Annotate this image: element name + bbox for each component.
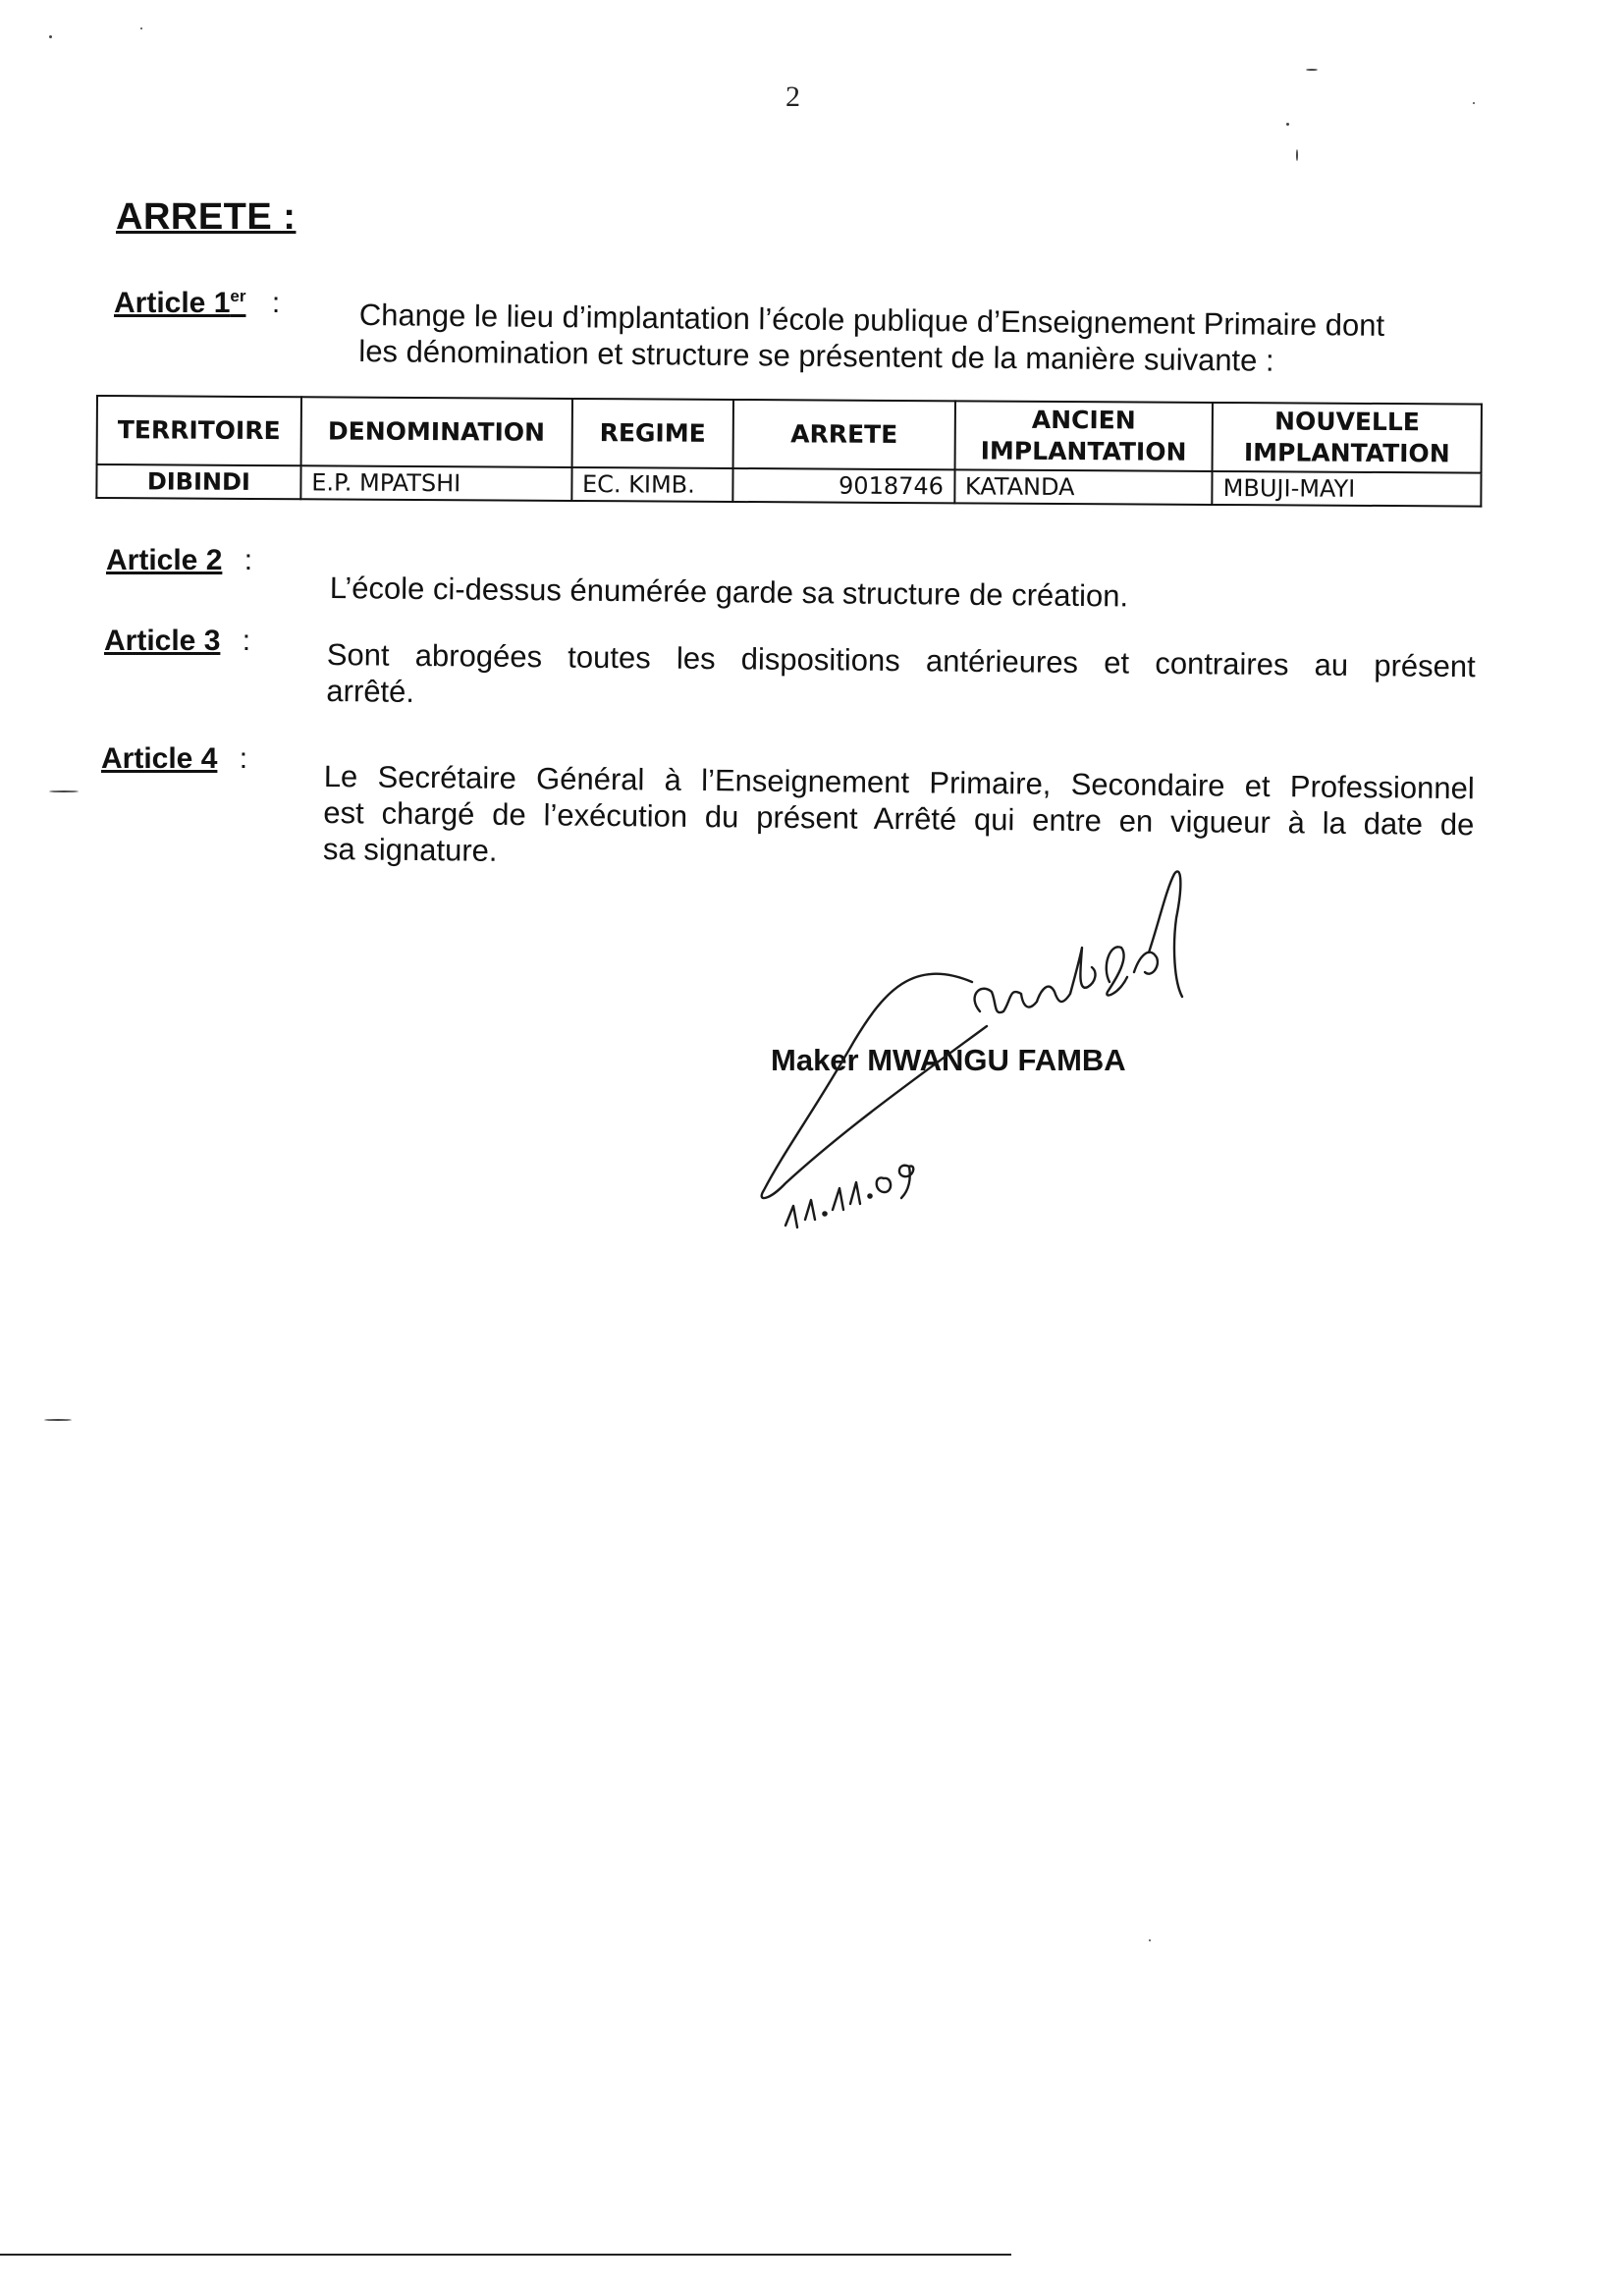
article-2-title: Article 2 [106, 544, 223, 576]
article-4-line-1: Le Secrétaire Général à l’Enseignement Primaire, Secondaire et Professionnel [323, 758, 1475, 806]
article-1-line-2: les dénomination et structure se présentent de la manière suivante : [358, 333, 1274, 378]
article-3-title: Article 3 [104, 625, 221, 657]
cell-nouvelle: MBUJI-MAYI [1213, 471, 1482, 507]
cell-regime: EC. KIMB. [571, 467, 733, 502]
cell-denomination: E.P. MPATSHI [300, 465, 571, 501]
col-ancien-implantation: ANCIEN IMPLANTATION [954, 401, 1213, 471]
cell-territoire: DIBINDI [96, 464, 300, 499]
scan-speck [1473, 102, 1475, 104]
article-4-line-3: sa signature. [322, 831, 498, 868]
article-1-label: Article 1er : [114, 287, 281, 319]
col-arrete: ARRETE [733, 400, 955, 469]
scan-speck [44, 1419, 72, 1421]
scan-speck [1149, 1939, 1151, 1941]
decree-heading: ARRETE : [116, 196, 297, 238]
signer-name: Maker MWANGU FAMBA [771, 1043, 1126, 1077]
article-4-line-2: est chargé de l’exécution du présent Arrêté qui entre en vigueur à la date de [323, 794, 1475, 843]
article-2-line-1: L’école ci-dessus énumérée garde sa structure de création. [329, 570, 1129, 614]
article-1-title: Article 1er [114, 287, 246, 319]
col-nouvelle-implantation: NOUVELLE IMPLANTATION [1213, 403, 1482, 473]
scan-speck [1286, 123, 1289, 126]
article-4-label: Article 4 : [101, 742, 248, 775]
scan-speck [1296, 149, 1298, 161]
page-number: 2 [785, 81, 800, 113]
bottom-divider [0, 2254, 1011, 2256]
article-1-line-1: Change le lieu d’implantation l’école publique d’Enseignement Primaire dont [358, 297, 1385, 343]
cell-ancien: KATANDA [954, 469, 1213, 505]
article-3-label: Article 3 : [104, 625, 251, 657]
scan-speck [1306, 69, 1318, 71]
col-territoire: TERRITOIRE [97, 396, 301, 465]
scan-speck [140, 27, 142, 29]
article-3-line-2: arrêté. [326, 673, 415, 709]
article-2-label: Article 2 : [106, 544, 253, 576]
cell-arrete: 9018746 [733, 468, 954, 503]
scan-speck [49, 35, 52, 38]
col-regime: REGIME [571, 399, 733, 468]
article-3-line-1: Sont abrogées toutes les dispositions antérieures et contraires au présent [326, 636, 1476, 684]
col-denomination: DENOMINATION [300, 397, 571, 467]
scan-speck [49, 790, 79, 792]
article-4-title: Article 4 [101, 742, 218, 775]
